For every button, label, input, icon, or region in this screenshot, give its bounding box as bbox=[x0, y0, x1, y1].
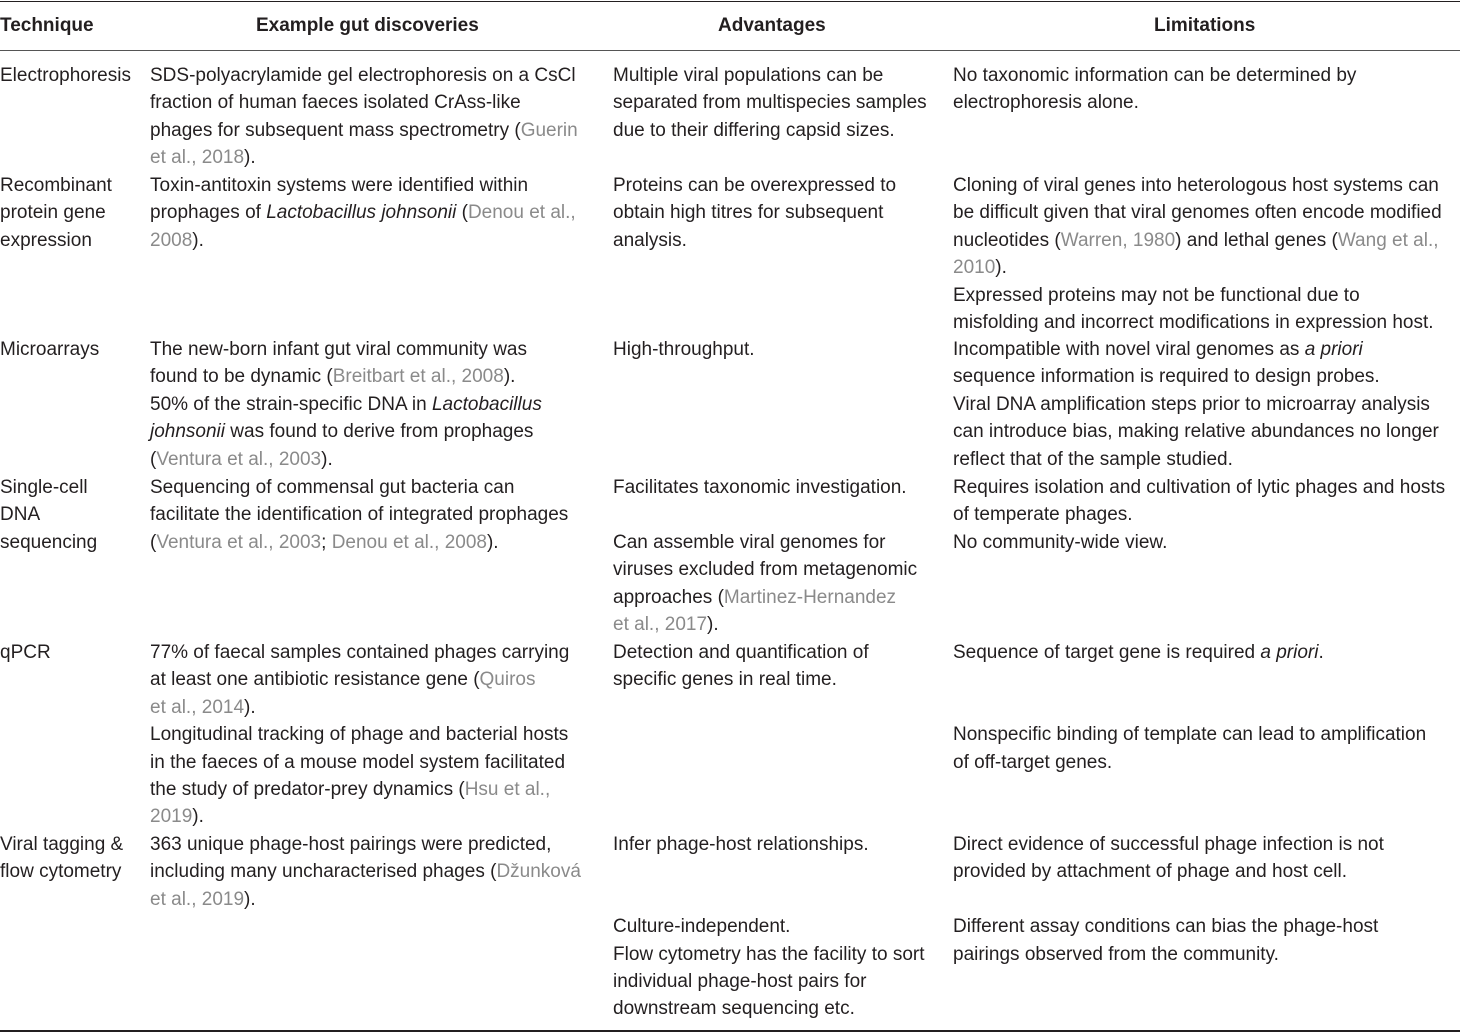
text-line: the study of predator-prey dynamics (Hsu et al., bbox=[150, 779, 551, 801]
text-line: Recombinant bbox=[0, 175, 112, 196]
text-line: Detection and quantification of bbox=[613, 642, 869, 663]
technique-cell bbox=[0, 336, 99, 363]
limitations-cell bbox=[953, 172, 1442, 336]
text-line: flow cytometry bbox=[0, 861, 122, 883]
text-line: specific genes in real time. bbox=[613, 669, 837, 691]
text-line bbox=[953, 666, 1426, 693]
citation-link[interactable]: Denou et al., 2008 bbox=[331, 531, 487, 553]
text-line: Can assemble viral genomes for bbox=[613, 531, 886, 553]
text-line: Microarrays bbox=[0, 339, 100, 360]
text-line: Cloning of viral genes into heterologous host systems can bbox=[953, 175, 1439, 196]
citation-link[interactable]: Martinez-Hernandez bbox=[723, 586, 897, 608]
text-line: Requires isolation and cultivation of lytic phages and hosts bbox=[953, 477, 1446, 498]
text-line: Expressed proteins may not be functional due to bbox=[953, 284, 1360, 306]
technique-cell bbox=[0, 62, 131, 89]
text-line: Infer phage-host relationships. bbox=[613, 834, 869, 855]
text-line: Incompatible with novel viral genomes as a priori bbox=[953, 339, 1363, 360]
text-line: The new-born infant gut viral community was bbox=[150, 339, 527, 360]
limitations-cell bbox=[953, 474, 1445, 556]
limitations-cell bbox=[953, 62, 1356, 117]
text-line: Direct evidence of successful phage infection is not bbox=[953, 834, 1384, 855]
limitations-cell bbox=[953, 336, 1439, 473]
text-line: Viral DNA amplification steps prior to microarray analysis bbox=[953, 393, 1430, 415]
citation-link[interactable]: Denou et al., bbox=[467, 202, 576, 224]
advantages-cell bbox=[613, 831, 925, 1023]
technique-cell bbox=[0, 172, 112, 254]
text-line: approaches (Martinez-Hernandez bbox=[613, 586, 897, 608]
text-line: Different assay conditions can bias the phage-host bbox=[953, 916, 1379, 938]
citation-link[interactable]: 2010 bbox=[953, 257, 996, 279]
italic-term: a priori bbox=[1304, 339, 1363, 360]
technique-cell bbox=[0, 474, 97, 556]
technique-cell bbox=[0, 639, 51, 666]
italic-term: Lactobacillus bbox=[431, 393, 542, 415]
italic-term: Lactobacillus johnsonii bbox=[266, 202, 457, 224]
text-line: SDS-polyacrylamide gel electrophoresis on a CsCl bbox=[150, 65, 576, 86]
text-line: at least one antibiotic resistance gene (Quiros bbox=[150, 669, 536, 691]
advantages-cell bbox=[613, 474, 917, 638]
text-line: sequence information is required to design probes. bbox=[953, 366, 1380, 388]
text-line: et al., 2018). bbox=[150, 147, 256, 169]
italic-term: a priori bbox=[1260, 642, 1319, 663]
header-example-gut-discoveries: Example gut discoveries bbox=[256, 15, 479, 36]
text-line: Single-cell bbox=[0, 477, 88, 498]
text-line: electrophoresis alone. bbox=[953, 92, 1139, 114]
text-line: can introduce bias, making relative abundances no longer bbox=[953, 421, 1439, 443]
citation-link[interactable]: Wang et al., bbox=[1337, 229, 1439, 251]
text-line: 50% of the strain-specific DNA in Lactobacillus bbox=[150, 393, 542, 415]
text-line: et al., 2017). bbox=[613, 614, 719, 636]
discoveries-cell bbox=[150, 62, 578, 172]
text-line: found to be dynamic (Breitbart et al., 2008). bbox=[150, 366, 516, 388]
text-line: et al., 2019). bbox=[150, 888, 256, 910]
advantages-cell bbox=[613, 639, 869, 694]
citation-link[interactable]: Ventura et al., 2003 bbox=[156, 448, 322, 470]
text-line: in the faeces of a mouse model system facilitated bbox=[150, 751, 566, 773]
text-line: Proteins can be overexpressed to bbox=[613, 175, 897, 196]
italic-term: johnsonii bbox=[150, 421, 225, 443]
text-line: due to their differing capsid sizes. bbox=[613, 119, 895, 141]
text-line: 363 unique phage-host pairings were predicted, bbox=[150, 834, 552, 855]
limitations-cell bbox=[953, 639, 1426, 776]
text-line: Nonspecific binding of template can lead to amplification bbox=[953, 724, 1427, 746]
advantages-cell bbox=[613, 62, 927, 144]
citation-link[interactable]: et al., 2014 bbox=[150, 696, 245, 718]
text-line: provided by attachment of phage and host cell. bbox=[953, 861, 1347, 883]
text-line: individual phage-host pairs for bbox=[613, 971, 867, 993]
text-line: DNA bbox=[0, 504, 41, 526]
text-line: including many uncharacterised phages (Džunková bbox=[150, 861, 581, 883]
limitations-cell bbox=[953, 831, 1384, 968]
citation-link[interactable]: Džunková bbox=[496, 861, 581, 883]
text-line: reflect that of the sample studied. bbox=[953, 448, 1233, 470]
text-line: Sequencing of commensal gut bacteria can bbox=[150, 477, 515, 498]
text-line: et al., 2014). bbox=[150, 696, 256, 718]
text-line bbox=[613, 858, 925, 885]
text-line: Electrophoresis bbox=[0, 65, 131, 86]
text-line: sequencing bbox=[0, 531, 98, 553]
text-line bbox=[613, 501, 917, 528]
text-line: downstream sequencing etc. bbox=[613, 998, 855, 1020]
text-line: viruses excluded from metagenomic bbox=[613, 559, 918, 581]
text-line: obtain high titres for subsequent bbox=[613, 202, 884, 224]
text-line: No community-wide view. bbox=[953, 531, 1168, 553]
text-line: nucleotides (Warren, 1980) and lethal genes (Wang et al., bbox=[953, 229, 1439, 251]
text-line: Toxin-antitoxin systems were identified within bbox=[150, 175, 529, 196]
text-line: Longitudinal tracking of phage and bacterial hosts bbox=[150, 724, 569, 746]
text-line: phages for subsequent mass spectrometry (Guerin bbox=[150, 119, 578, 141]
text-line bbox=[953, 694, 1426, 721]
text-line: No taxonomic information can be determined by bbox=[953, 65, 1357, 86]
text-line: Sequence of target gene is required a priori. bbox=[953, 642, 1324, 663]
discoveries-cell bbox=[150, 639, 569, 831]
header-limitations: Limitations bbox=[1154, 15, 1256, 36]
header-technique: Technique bbox=[0, 15, 94, 36]
citation-link[interactable]: Warren, 1980 bbox=[1060, 229, 1176, 251]
discoveries-cell bbox=[150, 831, 581, 913]
text-line: protein gene bbox=[0, 202, 106, 224]
text-line bbox=[953, 886, 1384, 913]
discoveries-cell bbox=[150, 474, 568, 556]
text-line: Multiple viral populations can be bbox=[613, 65, 884, 86]
discoveries-cell bbox=[150, 172, 576, 254]
text-line: Culture-independent. bbox=[613, 916, 791, 938]
text-line: Viral tagging & bbox=[0, 834, 124, 855]
text-line: pairings observed from the community. bbox=[953, 943, 1279, 965]
citation-link[interactable]: Hsu et al., bbox=[464, 779, 551, 801]
citation-link[interactable]: et al., 2019 bbox=[150, 888, 245, 910]
text-line: 77% of faecal samples contained phages carrying bbox=[150, 642, 570, 663]
text-line: fraction of human faeces isolated CrAss-like bbox=[150, 92, 521, 114]
technique-cell bbox=[0, 831, 123, 886]
citation-link[interactable]: 2019 bbox=[150, 806, 193, 828]
text-line: Facilitates taxonomic investigation. bbox=[613, 477, 907, 498]
text-line: (Ventura et al., 2003). bbox=[150, 448, 333, 470]
text-line: qPCR bbox=[0, 642, 51, 663]
text-line: of off-target genes. bbox=[953, 751, 1113, 773]
text-line: High-throughput. bbox=[613, 339, 755, 360]
bottom-rule bbox=[0, 1030, 1460, 1032]
text-line: be difficult given that viral genomes often encode modified bbox=[953, 202, 1442, 224]
text-line: misfolding and incorrect modifications in expression host. bbox=[953, 312, 1434, 334]
text-line: johnsonii was found to derive from prophages bbox=[150, 421, 534, 443]
text-line: 2010). bbox=[953, 257, 1007, 279]
text-line: analysis. bbox=[613, 229, 687, 251]
discoveries-cell bbox=[150, 336, 542, 473]
text-line bbox=[613, 886, 925, 913]
advantages-cell bbox=[613, 172, 896, 254]
citation-link[interactable]: Ventura et al., 2003 bbox=[156, 531, 322, 553]
text-line: 2019). bbox=[150, 806, 204, 828]
citation-link[interactable]: 2008 bbox=[150, 229, 193, 251]
text-line: separated from multispecies samples bbox=[613, 92, 927, 114]
advantages-cell bbox=[613, 336, 755, 363]
text-line: of temperate phages. bbox=[953, 504, 1133, 526]
citation-link[interactable]: Quiros bbox=[479, 669, 536, 691]
text-line: prophages of Lactobacillus johnsonii (Denou et al., bbox=[150, 202, 576, 224]
text-line: facilitate the identification of integrated prophages bbox=[150, 504, 569, 526]
text-line: (Ventura et al., 2003; Denou et al., 2008). bbox=[150, 531, 499, 553]
citation-link[interactable]: et al., 2018 bbox=[150, 147, 245, 169]
citation-link[interactable]: Breitbart et al., 2008 bbox=[332, 366, 504, 388]
text-line: Flow cytometry has the facility to sort bbox=[613, 943, 925, 965]
header-rule bbox=[0, 50, 1460, 51]
text-line: 2008). bbox=[150, 229, 204, 251]
citation-link[interactable]: Guerin bbox=[520, 119, 578, 141]
text-line: expression bbox=[0, 229, 92, 251]
header-advantages: Advantages bbox=[718, 15, 826, 36]
citation-link[interactable]: et al., 2017 bbox=[613, 614, 708, 636]
top-rule bbox=[0, 1, 1460, 2]
